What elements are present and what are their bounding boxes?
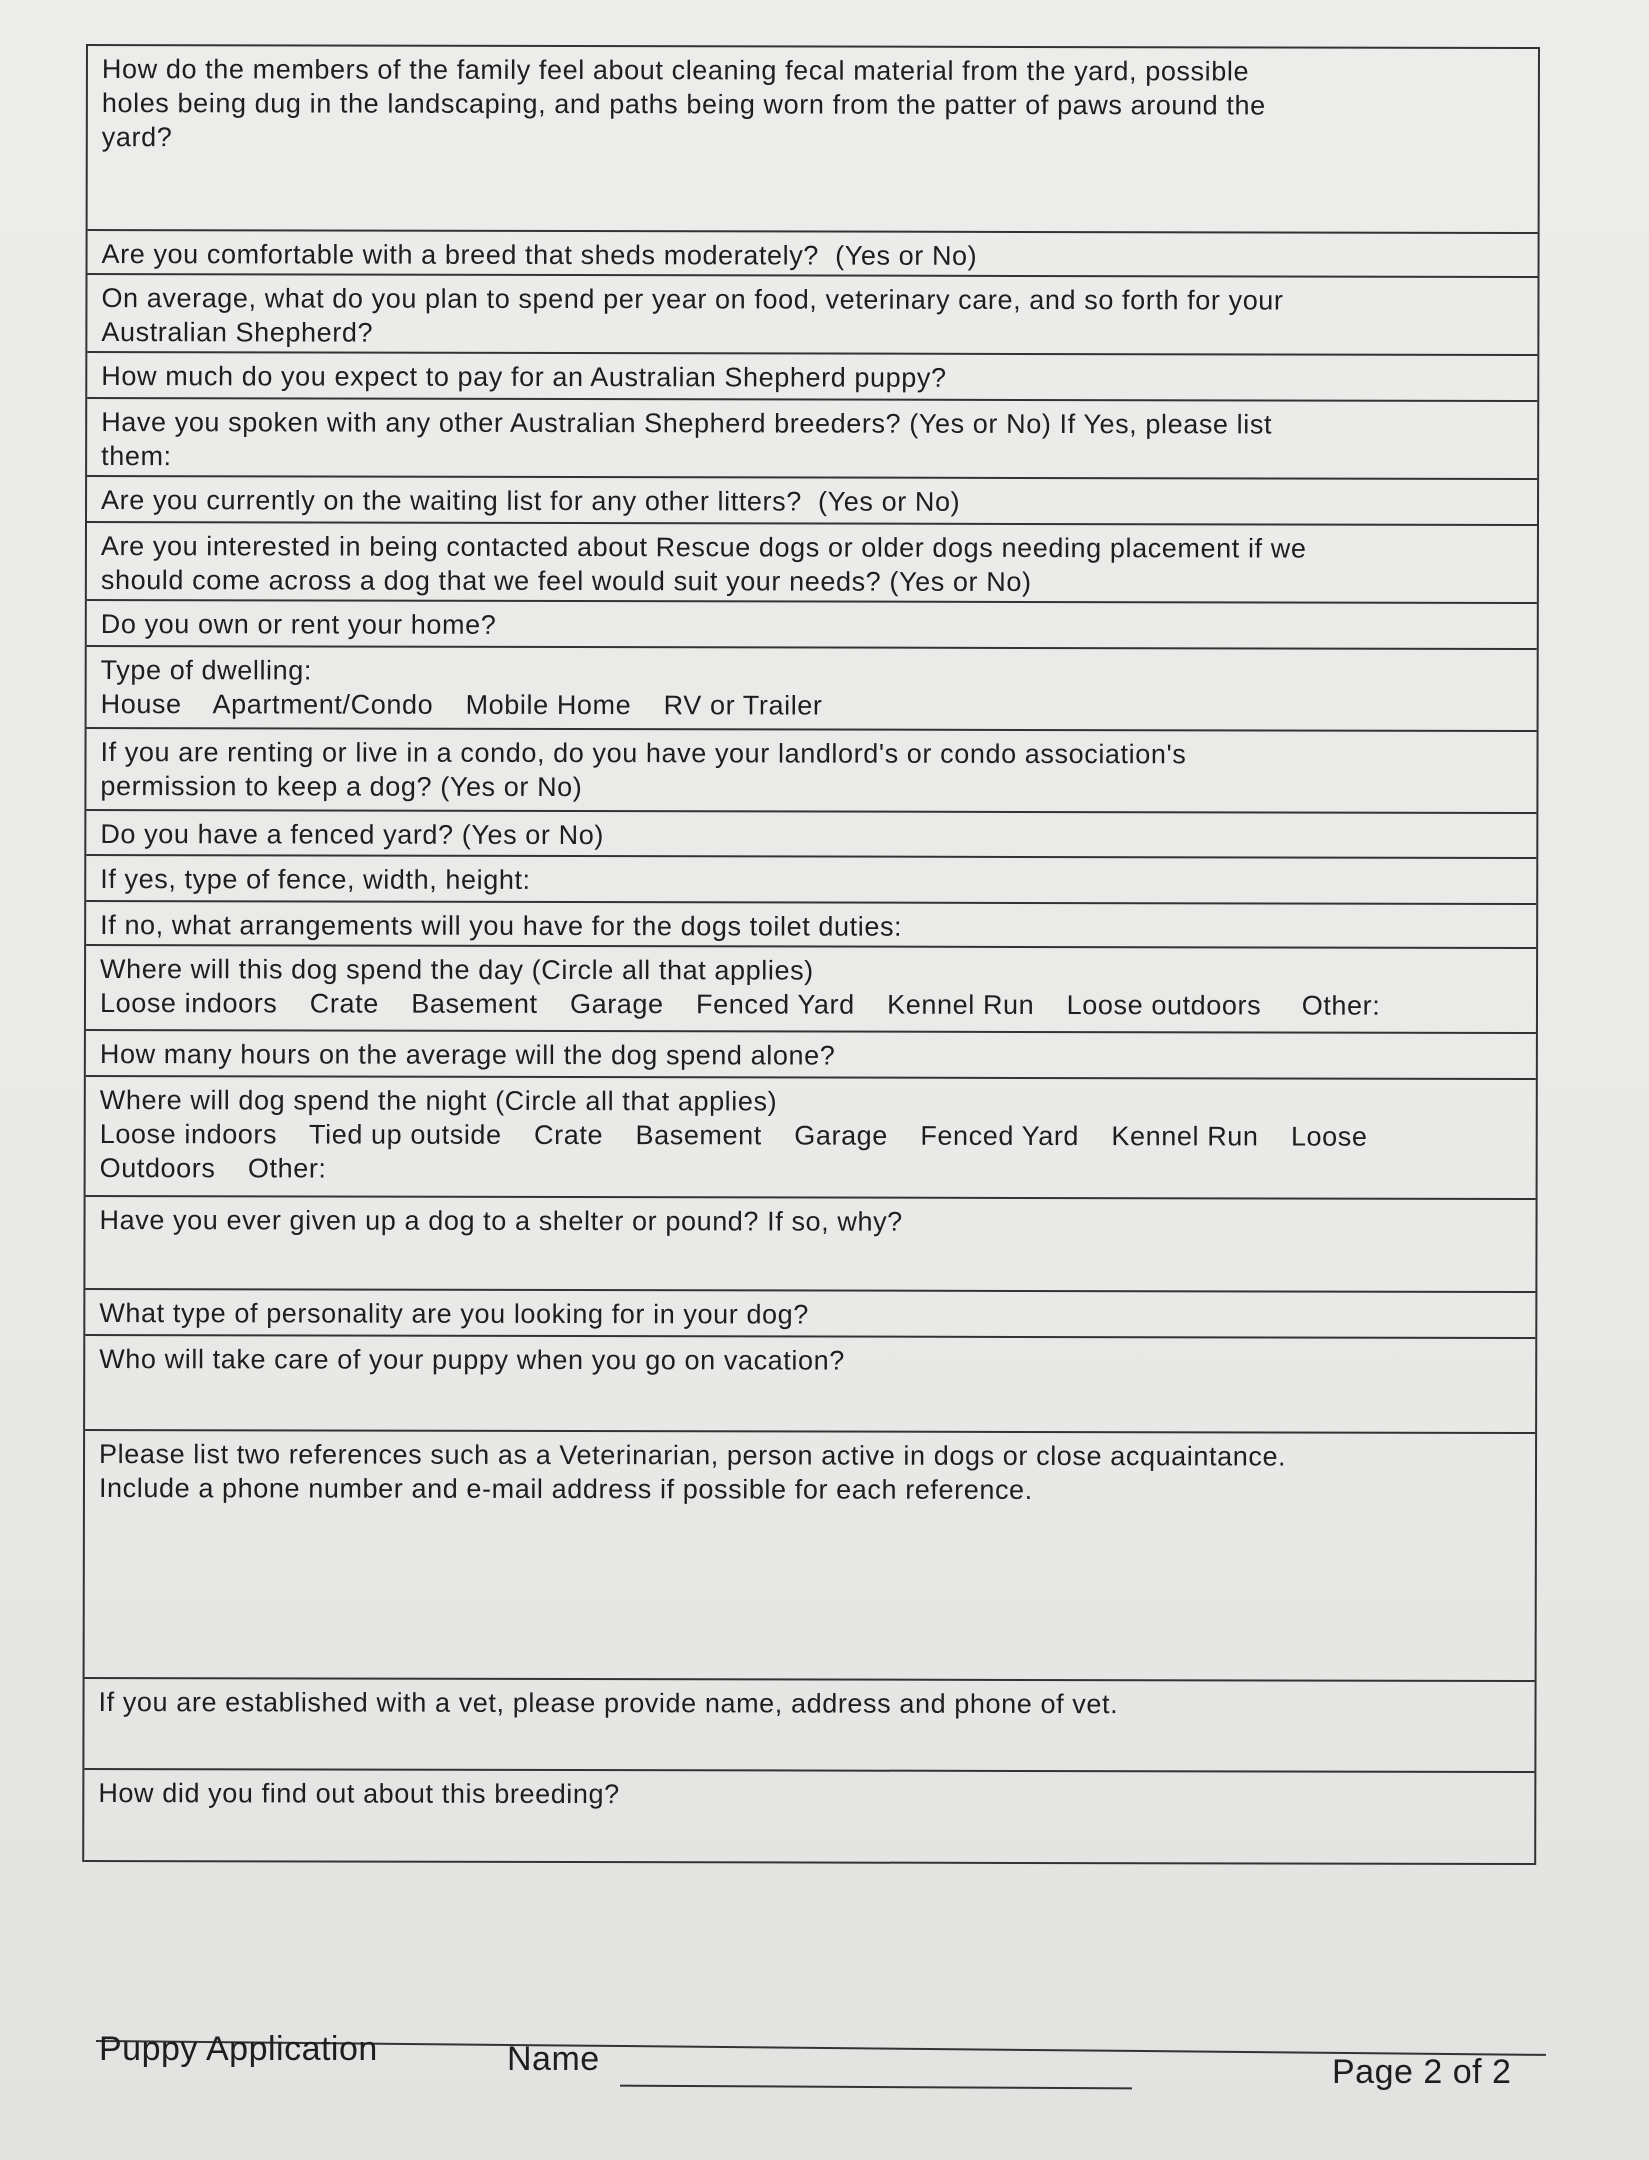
question-text: How many hours on the average will the dog spend alone? [99,1039,836,1071]
form-question-row[interactable] [86,946,1536,1034]
question-text: If yes, type of fence, width, height: [100,864,531,895]
question-text: Are you interested in being contacted about Rescue dogs or older dogs needing placement if we [100,531,1307,564]
form-question-row[interactable] [84,1770,1534,1865]
form-question-row[interactable] [87,399,1537,480]
form-question-row[interactable] [87,601,1537,650]
question-text: On average, what do you plan to spend per year on food, veterinary care, and so forth for your [101,283,1284,316]
question-text: Have you ever given up a dog to a shelter or pound? If so, why? [99,1205,903,1237]
footer-title: Puppy Application [99,2030,378,2068]
question-text: should come across a dog that we feel would suit your needs? (Yes or No) [100,565,1032,597]
question-text: them: [101,441,172,472]
form-question-row[interactable] [86,811,1536,859]
question-text: Loose indoors Tied up outside Crate Basement Garage Fenced Yard Kennel Run Loose [99,1119,1368,1152]
form-question-row[interactable] [86,1077,1536,1200]
question-text: Have you spoken with any other Australian Shepherd breeders? (Yes or No) If Yes, please list [101,407,1273,440]
application-form-table [82,44,1540,1865]
question-text: Type of dwelling: [100,655,313,686]
form-question-row[interactable] [84,1679,1534,1773]
question-text: Where will dog spend the night (Circle all that applies) [99,1085,778,1117]
form-question-row[interactable] [85,1290,1535,1339]
name-label: Name [507,2040,600,2078]
form-question-row[interactable] [86,856,1536,905]
form-question-row[interactable] [85,1336,1535,1434]
question-text: Outdoors Other: [99,1153,327,1184]
question-text: How do the members of the family feel about cleaning fecal material from the yard, possible [101,54,1250,87]
form-question-row[interactable] [86,1031,1536,1080]
form-question-row[interactable] [87,275,1537,356]
question-text: Include a phone number and e-mail address if possible for each reference. [98,1473,1033,1505]
question-text: holes being dug in the landscaping, and paths being worn from the patter of paws around the [101,88,1266,121]
question-text: If you are renting or live in a condo, do you have your landlord's or condo association's [100,737,1187,770]
question-text: Do you own or rent your home? [100,609,497,640]
form-question-row[interactable] [88,46,1538,234]
form-question-row[interactable] [85,1197,1535,1293]
question-text: How much do you expect to pay for an Australian Shepherd puppy? [101,361,947,393]
form-question-row[interactable] [87,647,1537,732]
question-text: If you are established with a vet, please provide name, address and phone of vet. [98,1687,1119,1720]
question-text: Please list two references such as a Veterinarian, person active in dogs or close acquaintance. [99,1439,1287,1472]
form-question-row[interactable] [88,231,1538,278]
question-text: If no, what arrangements will you have for the dogs toilet duties: [100,910,903,942]
question-text: Are you currently on the waiting list for any other litters? (Yes or No) [101,485,961,517]
question-text: House Apartment/Condo Mobile Home RV or Trailer [100,689,823,721]
question-text: What type of personality are you looking for in your dog? [99,1298,809,1330]
form-question-row[interactable] [86,729,1536,814]
question-text: How did you find out about this breeding? [98,1778,620,1810]
form-question-row[interactable] [86,902,1536,949]
form-question-row[interactable] [87,353,1537,402]
question-text: Are you comfortable with a breed that sheds moderately? (Yes or No) [101,239,978,271]
question-text: Who will take care of your puppy when you go on vacation? [99,1344,845,1376]
question-text: Where will this dog spend the day (Circle all that applies) [100,954,814,986]
form-question-row[interactable] [85,1431,1536,1682]
form-question-row[interactable] [87,477,1537,526]
page-number: Page 2 of 2 [1332,2053,1512,2091]
question-text: Do you have a fenced yard? (Yes or No) [100,819,604,851]
question-text: Loose indoors Crate Basement Garage Fenced Yard Kennel Run Loose outdoors Other: [99,988,1381,1021]
question-text: yard? [101,122,173,153]
form-question-row[interactable] [87,523,1537,604]
question-text: permission to keep a dog? (Yes or No) [100,771,583,803]
question-text: Australian Shepherd? [101,317,374,348]
